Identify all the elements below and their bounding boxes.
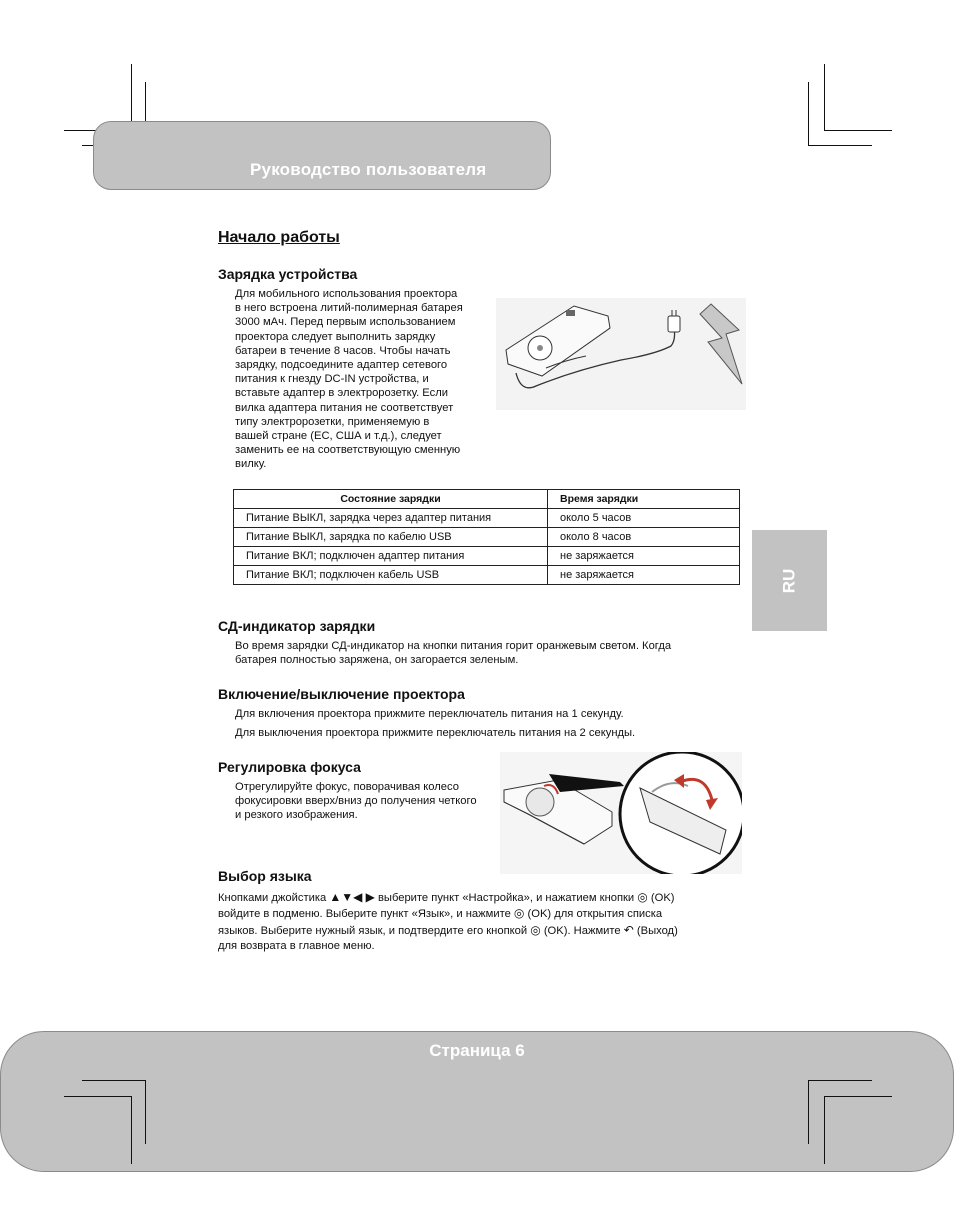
language-heading: Выбор языка <box>218 868 312 884</box>
crop-mark <box>808 1080 809 1144</box>
text-line: вашей стране (ЕС, США и т.д.), следует <box>235 430 442 443</box>
ok-button-icon: ◎ <box>530 922 541 937</box>
focus-wheel-icon <box>526 788 554 816</box>
text-line: вставьте адаптер в электророзетку. Если <box>235 387 449 400</box>
page-title: Начало работы <box>218 229 340 246</box>
focus-illustration <box>500 752 742 874</box>
language-text <box>218 890 678 955</box>
power-heading: Включение/выключение проектора <box>218 686 465 702</box>
table-row <box>234 547 740 566</box>
ok-button-icon: ◎ <box>513 906 525 921</box>
power-on-text: Для включения проектора прижмите переключатель питания на 1 секунду. <box>235 708 624 720</box>
text-line: фокусировки вверх/вниз до получения четкого <box>235 795 477 808</box>
text-line: Во время зарядки СД-индикатор на кнопки питания горит оранжевым светом. Когда <box>235 640 672 652</box>
text-line: проектора следует выполнить зарядку <box>235 330 436 343</box>
crop-mark <box>824 1096 825 1164</box>
table-cell: не заряжается <box>548 547 740 566</box>
charging-heading: Зарядка устройства <box>218 266 358 282</box>
text-line: и резкого изображения. <box>235 809 358 822</box>
charging-illustration <box>496 298 746 410</box>
text-line: Для мобильного использования проектора <box>235 288 458 300</box>
ok-button-icon: ◎ <box>637 890 648 904</box>
language-side-tab-label: RU <box>779 568 799 593</box>
text-line: батареи в течение 8 часов. Чтобы начать <box>235 344 451 357</box>
led-heading: СД-индикатор зарядки <box>218 618 376 634</box>
table-cell: около 5 часов <box>548 509 740 528</box>
text-line: вилку. <box>235 458 267 471</box>
text-line: заменить ее на соответствующую сменную <box>235 444 461 457</box>
table-header-cell: Состояние зарядки <box>234 490 548 509</box>
text-line: Отрегулируйте фокус, поворачивая колесо <box>235 781 459 793</box>
table-row <box>234 528 740 547</box>
back-button-icon: ↶ <box>623 922 634 937</box>
text-line: типу электророзетки, применяемую в <box>235 415 430 428</box>
page-number: Страница 6 <box>429 1041 525 1060</box>
text-line: вилка адаптера питания не соответствует <box>235 401 454 414</box>
text-line: для возврата в главное меню. <box>218 940 375 953</box>
table-cell: не заряжается <box>548 566 740 585</box>
text-line: войдите в подменю. Выберите пункт «Язык», и нажмите ◎ (OK) для открытия списка <box>218 906 663 921</box>
table-cell: Питание ВЫКЛ, зарядка через адаптер питания <box>234 509 548 528</box>
text-line: языков. Выберите нужный язык, и подтвердите его кнопкой ◎ (OK). Нажмите ↶ (Выход) <box>218 922 678 937</box>
power-off-text: Для выключения проектора прижмите переключатель питания на 2 секунды. <box>235 727 636 739</box>
text-line: 3000 мАч. Перед первым использованием <box>235 316 456 329</box>
text-line: батарея полностью заряжена, он загорается зеленым. <box>235 654 519 667</box>
crop-mark <box>808 82 809 146</box>
crop-mark <box>808 1080 872 1081</box>
table-cell: Питание ВКЛ; подключен адаптер питания <box>234 547 548 566</box>
crop-mark <box>82 1080 146 1081</box>
crop-mark <box>145 1080 146 1144</box>
text-line: питания к гнезду DC-IN устройства, и <box>235 373 429 386</box>
language-side-tab <box>752 530 827 631</box>
table-header-cell: Время зарядки <box>548 490 740 509</box>
joystick-arrows-icon: ▲▼◀ ▶ <box>329 890 375 904</box>
text-line: зарядку, подсоедините адаптер сетевого <box>235 359 448 372</box>
header-title: Руководство пользователя <box>250 160 487 179</box>
crop-mark <box>808 145 872 146</box>
table-cell: Питание ВЫКЛ, зарядка по кабелю USB <box>234 528 548 547</box>
table-cell: Питание ВКЛ; подключен кабель USB <box>234 566 548 585</box>
crop-mark <box>824 1096 892 1097</box>
crop-mark <box>824 130 892 131</box>
table-row <box>234 509 740 528</box>
focus-heading: Регулировка фокуса <box>218 759 361 775</box>
table-row <box>234 566 740 585</box>
crop-mark <box>64 1096 132 1097</box>
crop-mark <box>131 1096 132 1164</box>
table-cell: около 8 часов <box>548 528 740 547</box>
text-line: Кнопками джойстика ▲▼◀ ▶ выберите пункт «Настройка», и нажатием кнопки ◎ (OK) <box>218 890 675 904</box>
led-text <box>235 639 671 667</box>
charging-time-table <box>233 489 740 585</box>
crop-mark <box>824 64 825 130</box>
text-line: в него встроена литий-полимерная батарея <box>235 302 463 315</box>
charging-text <box>235 287 463 472</box>
focus-text <box>235 780 477 823</box>
table-header-row <box>234 490 740 509</box>
